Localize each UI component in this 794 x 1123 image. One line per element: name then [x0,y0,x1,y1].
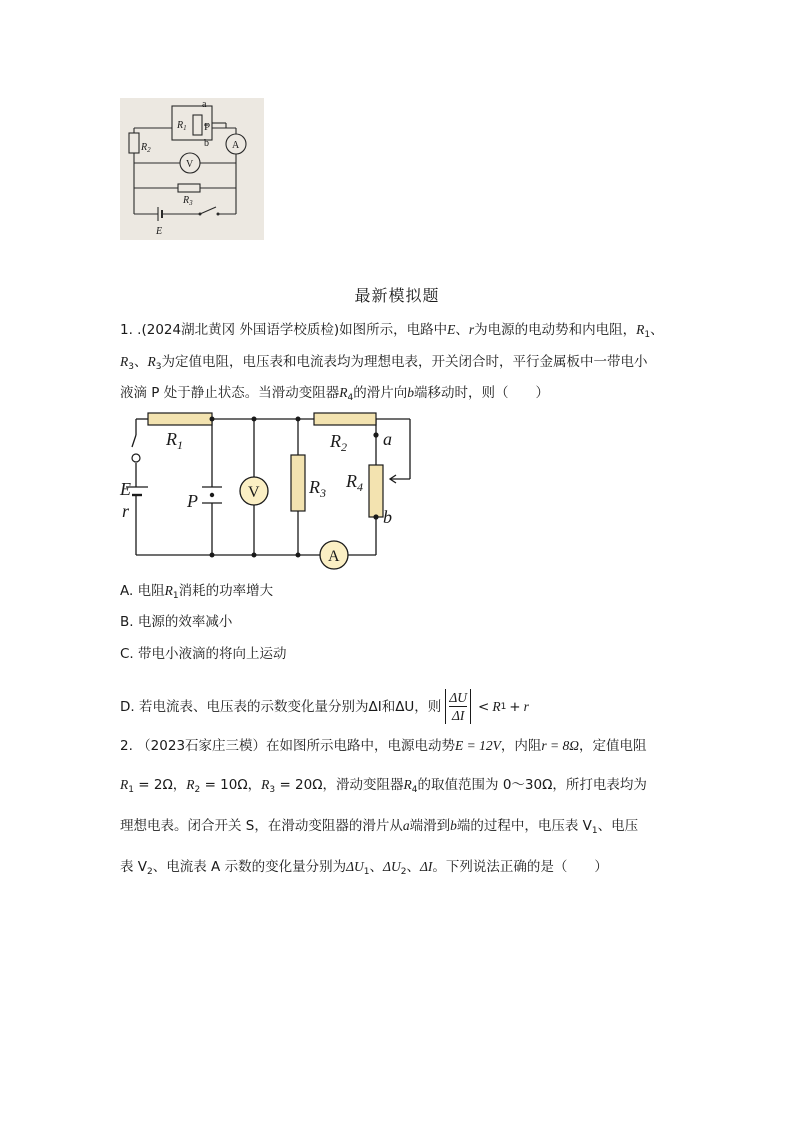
q1-label-a: a [383,429,392,449]
q1-label-b: b [383,507,392,527]
circuit-photo-svg [120,98,264,240]
q1-label-r: r [122,501,130,521]
q2-line1: 2. （2023石家庄三模）在如图所示电路中，电源电动势E = 12V，内阻r = 8Ω，定值电阻 [120,738,647,754]
photo-label-a: a [202,99,207,110]
q1-label-r4: $R_4$ [346,471,363,494]
q1-label-r1: $R_1$ [166,429,183,452]
q1-line1: 1. .(2024湖北黄冈 外国语学校质检)如图所示，电路中E、r为电源的电动势和内电阻，$R_1$、 [120,322,664,340]
photo-ammeter-label: A [232,140,240,151]
q1-option-a[interactable]: A. 电阻$R_1$消耗的功率增大 [120,583,274,601]
q2-line2: $R_1 = 2\Omega$，$R_2 = 10\Omega$，$R_3 = 20\Omega$，滑动变阻器$R_4$的取值范围为 0～30Ω，所打电表均为 [120,777,647,795]
q1-label-r2: $R_2$ [330,431,347,454]
q1-option-c[interactable]: C. 带电小液滴的将向上运动 [120,646,287,662]
q1-label-r3: $R_3$ [309,477,326,500]
q1-ammeter-label: A [328,548,340,565]
q1-option-d[interactable]: D. 若电流表、电压表的示数变化量分别为ΔI和ΔU，则 ΔU ΔI < R 1 + r [120,690,529,723]
q1-label-e: E [120,479,131,499]
photo-label-r3: $R_3$ [183,195,193,207]
q1-r2-resistor [314,413,376,425]
q1-circuit-svg [112,405,422,573]
q1-option-b[interactable]: B. 电源的效率减小 [120,614,233,630]
q2-line3: 理想电表。闭合开关 S，在滑动变阻器的滑片从a端滑到b端的过程中，电压表 $V_1$、电压 [120,818,639,836]
q1-option-d-fraction: ΔU ΔI [445,689,471,724]
q1-line2: $R_3$、$R_3$为定值电阻，电压表和电流表均为理想电表，开关闭合时，平行金属板中一带电小 [120,354,648,372]
q1-voltmeter-label: V [248,484,260,501]
q1-r4-rheostat [369,465,383,517]
photo-label-e: E [156,226,163,237]
q1-label-p: P [187,491,198,511]
q1-switch-terminal [132,454,140,462]
photo-label-r1: $R_1$ [177,120,187,132]
photo-label-b: b [204,138,209,149]
photo-voltmeter-label: V [186,159,194,170]
q1-circuit-diagram [112,405,422,573]
q1-line3: 液滴 P 处于静止状态。当滑动变阻器$R_4$的滑片向b端移动时，则（ ） [120,385,549,403]
q1-r1-resistor [148,413,212,425]
q1-r3-resistor [291,455,305,511]
photo-label-r2: $R_2$ [141,142,151,154]
q2-line4: 表 $V_2$、电流表 A 示数的变化量分别为$\Delta U_1$、$\Delta U_2$、ΔI。下列说法正确的是（ ） [120,859,608,877]
photo-label-p: P [204,121,211,133]
section-title: 最新模拟题 [354,286,440,305]
circuit-photo-figure [120,98,264,240]
